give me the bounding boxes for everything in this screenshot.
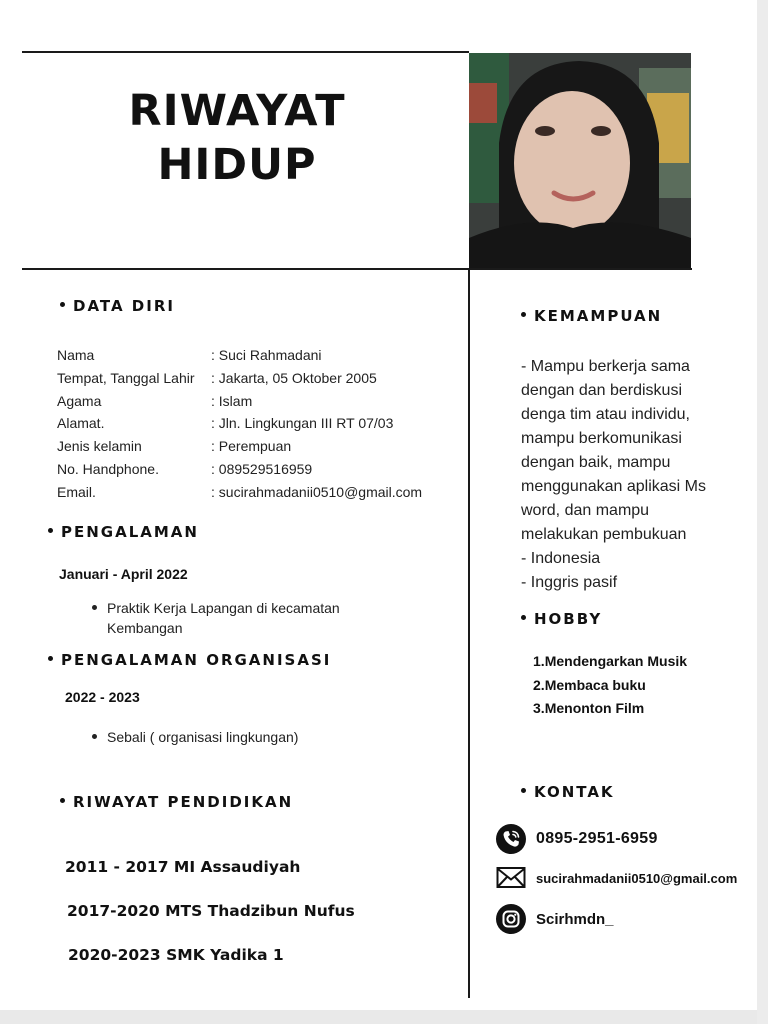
personal-info [57, 344, 422, 504]
column-divider [468, 268, 470, 998]
envelope-icon [496, 866, 526, 890]
title-line-2: HIDUP [157, 140, 317, 190]
hobby-list [533, 650, 687, 721]
kemampuan-line: denga tim atau individu, [521, 406, 690, 423]
info-row: Nama : Suci Rahmadani [57, 347, 322, 363]
info-row: Jenis kelamin : Perempuan [57, 438, 292, 455]
email-text: sucirahmadanii0510@gmail.com [536, 870, 738, 886]
instagram-icon [495, 903, 527, 935]
kemampuan-line: melakukan pembukuan [521, 526, 687, 543]
instagram-text: Scirhmdn_ [536, 910, 614, 928]
info-row: Email. : sucirahmadanii0510@gmail.com [57, 483, 423, 500]
middle-rule [22, 268, 692, 270]
contact-phone [495, 823, 658, 855]
pengalaman-item: Praktik Kerja Lapangan di kecamatan Kembangan [107, 598, 377, 638]
hobby-item: 2. Membaca buku [533, 676, 646, 693]
pendidikan-heading: RIWAYAT PENDIDIKAN [60, 793, 293, 811]
kemampuan-line: - Mampu berkerja sama [521, 358, 690, 375]
kemampuan-line: mampu berkomunikasi [521, 430, 682, 447]
page-edge-shadow [757, 0, 768, 1024]
info-row: Agama : Islam [57, 392, 253, 409]
contact-email [496, 866, 737, 890]
bullet-icon [60, 798, 65, 803]
organisasi-heading: PENGALAMAN ORGANISASI [48, 651, 331, 669]
kemampuan-line: - Inggris pasif [521, 574, 618, 591]
page-title [22, 84, 452, 192]
contact-instagram [495, 903, 614, 935]
top-rule [22, 51, 469, 53]
organisasi-period: 2022 - 2023 [65, 689, 140, 705]
info-row: Tempat, Tanggal Lahir : Jakarta, 05 Oktober 2005 [57, 369, 377, 386]
bullet-icon [48, 656, 53, 661]
title-line-1: RIWAYAT [128, 86, 346, 136]
data-diri-heading: DATA DIRI [60, 297, 175, 315]
bullet-icon [521, 312, 526, 317]
pendidikan-item: 2020-2023 SMK Yadika 1 [68, 946, 284, 964]
pendidikan-item: 2017-2020 MTS Thadzibun Nufus [67, 902, 355, 920]
hobby-item: 3. Menonton Film [533, 700, 645, 716]
kemampuan-line: word, dan mampu [521, 502, 650, 519]
bullet-icon [521, 788, 526, 793]
profile-photo [469, 53, 691, 268]
kemampuan-line: - Indonesia [521, 550, 601, 567]
bullet-icon [60, 302, 65, 307]
kemampuan-list [521, 355, 741, 595]
pendidikan-item: 2011 - 2017 MI Assaudiyah [65, 858, 301, 876]
info-row: Alamat. : Jln. Lingkungan III RT 07/03 [57, 415, 394, 432]
hobby-item: 1. Mendengarkan Musik [533, 653, 688, 669]
organisasi-item: Sebali ( organisasi lingkungan) [107, 727, 347, 747]
bullet-icon [48, 528, 53, 533]
pengalaman-heading: PENGALAMAN [48, 523, 199, 541]
phone-icon [495, 823, 527, 855]
info-row: No. Handphone. : 089529516959 [57, 460, 313, 477]
pengalaman-period: Januari - April 2022 [59, 566, 188, 582]
kemampuan-line: dengan baik, mampu [521, 454, 671, 471]
kemampuan-line: menggunakan aplikasi Ms [521, 478, 706, 495]
kemampuan-heading: KEMAMPUAN [521, 307, 662, 325]
bullet-icon [521, 615, 526, 620]
hobby-heading: HOBBY [521, 610, 602, 628]
kemampuan-line: dengan dan berdiskusi [521, 382, 683, 399]
phone-text: 0895-2951-6959 [536, 830, 658, 847]
kontak-heading: KONTAK [521, 783, 615, 801]
